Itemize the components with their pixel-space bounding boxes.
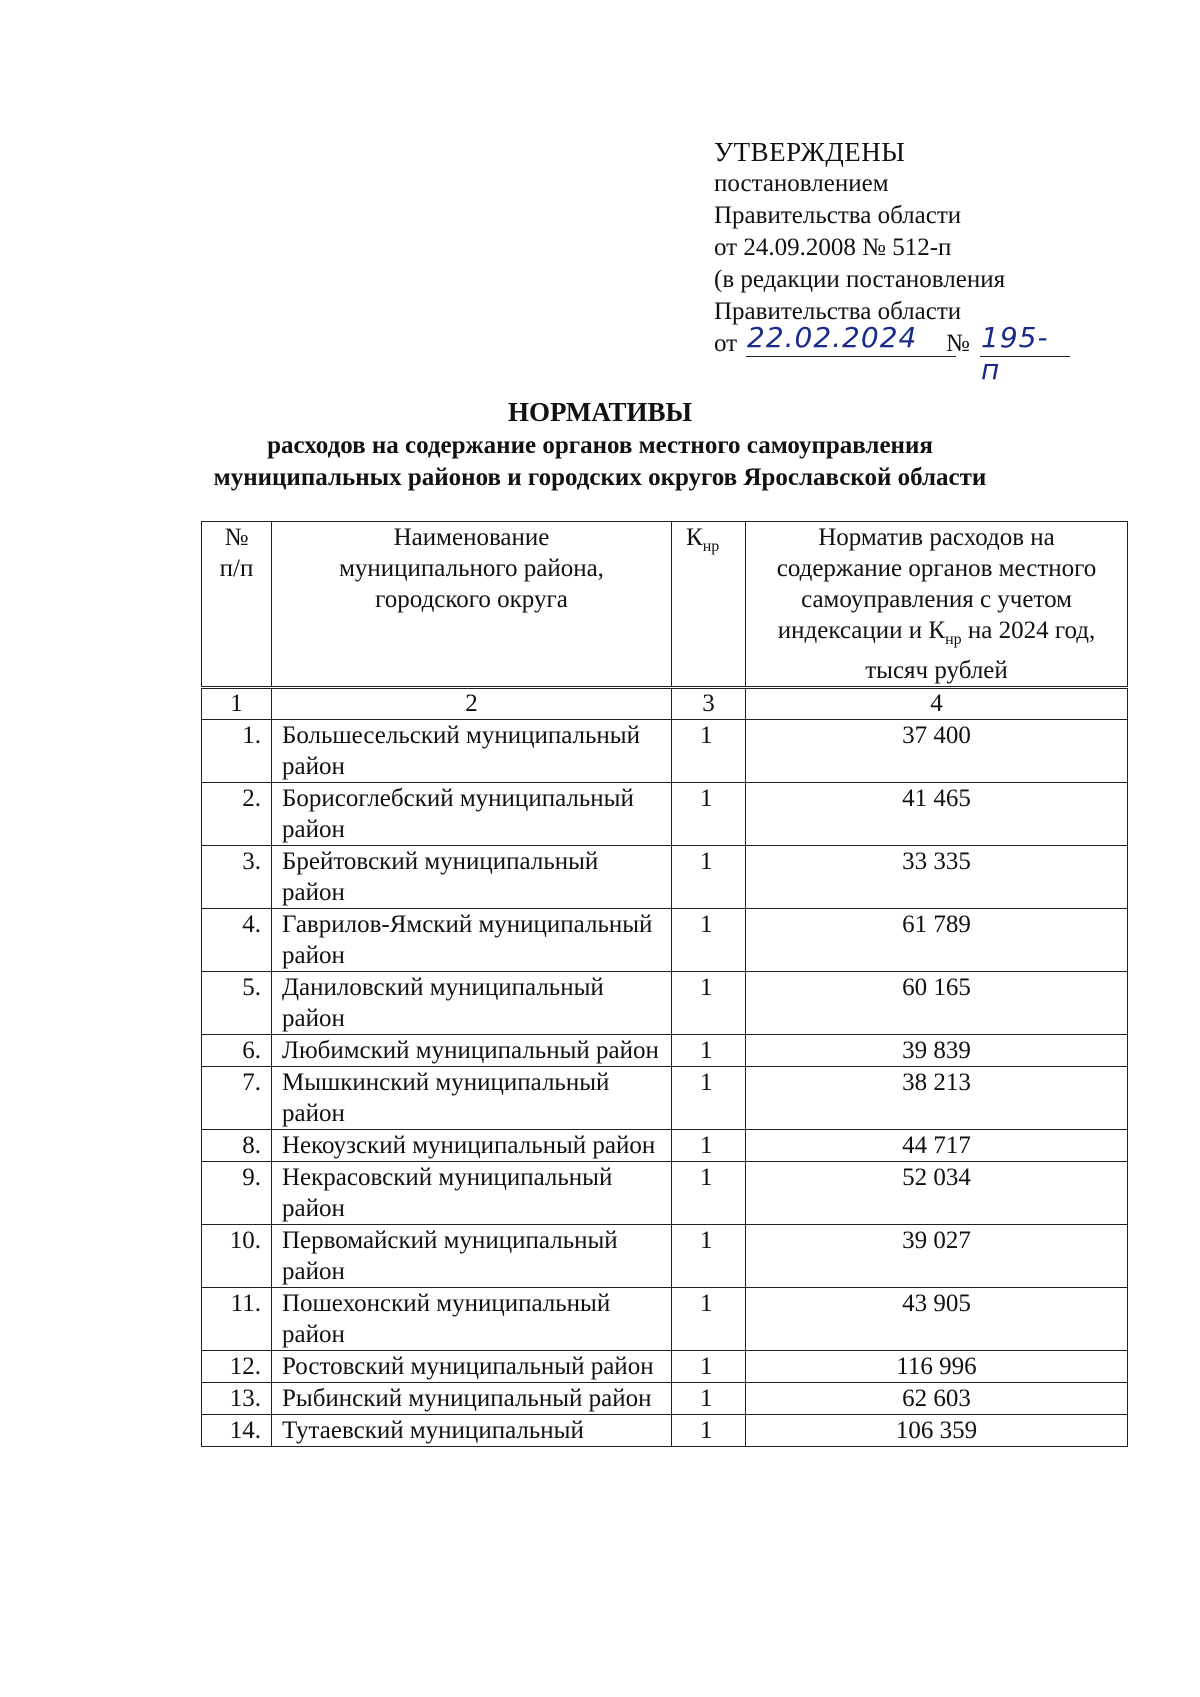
- handwritten-date: 22.02.2024: [747, 321, 918, 354]
- row-coefficient: 1: [672, 1351, 746, 1383]
- row-number: 12.: [202, 1351, 272, 1383]
- row-coefficient: 1: [672, 846, 746, 909]
- row-name: Даниловский муниципальный район: [272, 972, 672, 1035]
- handwritten-number: 195-п: [981, 321, 1049, 386]
- row-number: 14.: [202, 1415, 272, 1447]
- table-row: [202, 1288, 1128, 1351]
- row-number: 11.: [202, 1288, 272, 1351]
- row-coefficient: 1: [672, 1415, 746, 1447]
- column-number: 4: [746, 688, 1128, 720]
- row-value: 33 335: [746, 846, 1128, 909]
- row-value: 37 400: [746, 720, 1128, 783]
- approval-line-3: от 24.09.2008 № 512-п: [714, 234, 952, 261]
- document-subtitle-line-1: расходов на содержание органов местного самоуправления: [267, 432, 933, 459]
- from-label: от: [714, 330, 738, 357]
- row-value: 116 996: [746, 1351, 1128, 1383]
- table-row: [202, 720, 1128, 783]
- header-norm: [746, 522, 1128, 688]
- row-value: 61 789: [746, 909, 1128, 972]
- row-coefficient: 1: [672, 909, 746, 972]
- table-row: [202, 846, 1128, 909]
- row-number: 7.: [202, 1067, 272, 1130]
- row-value: 52 034: [746, 1162, 1128, 1225]
- row-number: 2.: [202, 783, 272, 846]
- column-number: 2: [272, 688, 672, 720]
- number-sign: №: [946, 330, 970, 357]
- table-header-row: [202, 522, 1128, 688]
- approval-line-4: (в редакции постановления: [714, 266, 1006, 293]
- approval-line-5: Правительства области: [714, 298, 962, 325]
- document-title: НОРМАТИВЫ: [507, 397, 693, 427]
- table-row: [202, 972, 1128, 1035]
- row-coefficient: 1: [672, 1225, 746, 1288]
- column-number-row: [202, 688, 1128, 720]
- row-coefficient: 1: [672, 1383, 746, 1415]
- header-norm-sub: нр: [945, 631, 962, 648]
- row-value: 41 465: [746, 783, 1128, 846]
- row-number: 1.: [202, 720, 272, 783]
- row-coefficient: 1: [672, 783, 746, 846]
- approval-line-1: постановлением: [714, 170, 889, 197]
- header-norm-part1: Норматив расходов на содержание органов местного самоуправления с учетом индексации и К: [776, 524, 1097, 644]
- row-coefficient: 1: [672, 1162, 746, 1225]
- row-coefficient: 1: [672, 1130, 746, 1162]
- row-value: 43 905: [746, 1288, 1128, 1351]
- row-number: 4.: [202, 909, 272, 972]
- norms-table: [201, 521, 1128, 1447]
- row-coefficient: 1: [672, 972, 746, 1035]
- table-row: [202, 1162, 1128, 1225]
- header-coefficient-sub: нр: [702, 538, 720, 555]
- row-number: 3.: [202, 846, 272, 909]
- amendment-date-line: [714, 321, 1049, 386]
- row-name: Любимский муниципальный район: [272, 1035, 672, 1067]
- row-name: Большесельский муниципальный район: [272, 720, 672, 783]
- table-row: [202, 1035, 1128, 1067]
- approval-line-2: Правительства области: [714, 202, 962, 229]
- row-name: Ростовский муниципальный район: [272, 1351, 672, 1383]
- row-number: 9.: [202, 1162, 272, 1225]
- row-number: 8.: [202, 1130, 272, 1162]
- row-value: 60 165: [746, 972, 1128, 1035]
- row-name: Борисоглебский муниципальный район: [272, 783, 672, 846]
- row-name: Тутаевский муниципальный: [272, 1415, 672, 1447]
- row-name: Рыбинский муниципальный район: [272, 1383, 672, 1415]
- row-number: 10.: [202, 1225, 272, 1288]
- row-name: Гаврилов-Ямский муниципальный район: [272, 909, 672, 972]
- row-coefficient: 1: [672, 1288, 746, 1351]
- header-name: Наименование муниципального района, городского округа: [272, 522, 672, 688]
- row-number: 6.: [202, 1035, 272, 1067]
- table-row: [202, 783, 1128, 846]
- header-coefficient: [672, 522, 746, 688]
- row-value: 106 359: [746, 1415, 1128, 1447]
- table-row: [202, 909, 1128, 972]
- header-norm-part2: на 2024 год, тысяч рублей: [865, 617, 1096, 684]
- row-name: Первомайский муниципальный район: [272, 1225, 672, 1288]
- row-name: Некоузский муниципальный район: [272, 1130, 672, 1162]
- row-coefficient: 1: [672, 720, 746, 783]
- document-subtitle-line-2: муниципальных районов и городских округов Ярославской области: [213, 464, 987, 491]
- date-underline: [746, 356, 956, 357]
- table-row: [202, 1130, 1128, 1162]
- row-name: Мышкинский муниципальный район: [272, 1067, 672, 1130]
- row-value: 39 027: [746, 1225, 1128, 1288]
- header-number: № п/п: [202, 522, 272, 688]
- table-row: [202, 1067, 1128, 1130]
- column-number: 1: [202, 688, 272, 720]
- row-coefficient: 1: [672, 1035, 746, 1067]
- table-row: [202, 1383, 1128, 1415]
- row-value: 38 213: [746, 1067, 1128, 1130]
- header-coefficient-k: К: [686, 524, 703, 551]
- row-number: 5.: [202, 972, 272, 1035]
- table-row: [202, 1415, 1128, 1447]
- row-name: Пошехонский муниципальный район: [272, 1288, 672, 1351]
- approval-block: [714, 136, 1049, 386]
- approved-word: УТВЕРЖДЕНЫ: [714, 137, 906, 167]
- row-name: Некрасовский муниципальный район: [272, 1162, 672, 1225]
- number-underline: [980, 356, 1070, 357]
- table-row: [202, 1225, 1128, 1288]
- row-number: 13.: [202, 1383, 272, 1415]
- row-coefficient: 1: [672, 1067, 746, 1130]
- table-row: [202, 1351, 1128, 1383]
- row-value: 39 839: [746, 1035, 1128, 1067]
- column-number: 3: [672, 688, 746, 720]
- row-value: 62 603: [746, 1383, 1128, 1415]
- row-value: 44 717: [746, 1130, 1128, 1162]
- row-name: Брейтовский муниципальный район: [272, 846, 672, 909]
